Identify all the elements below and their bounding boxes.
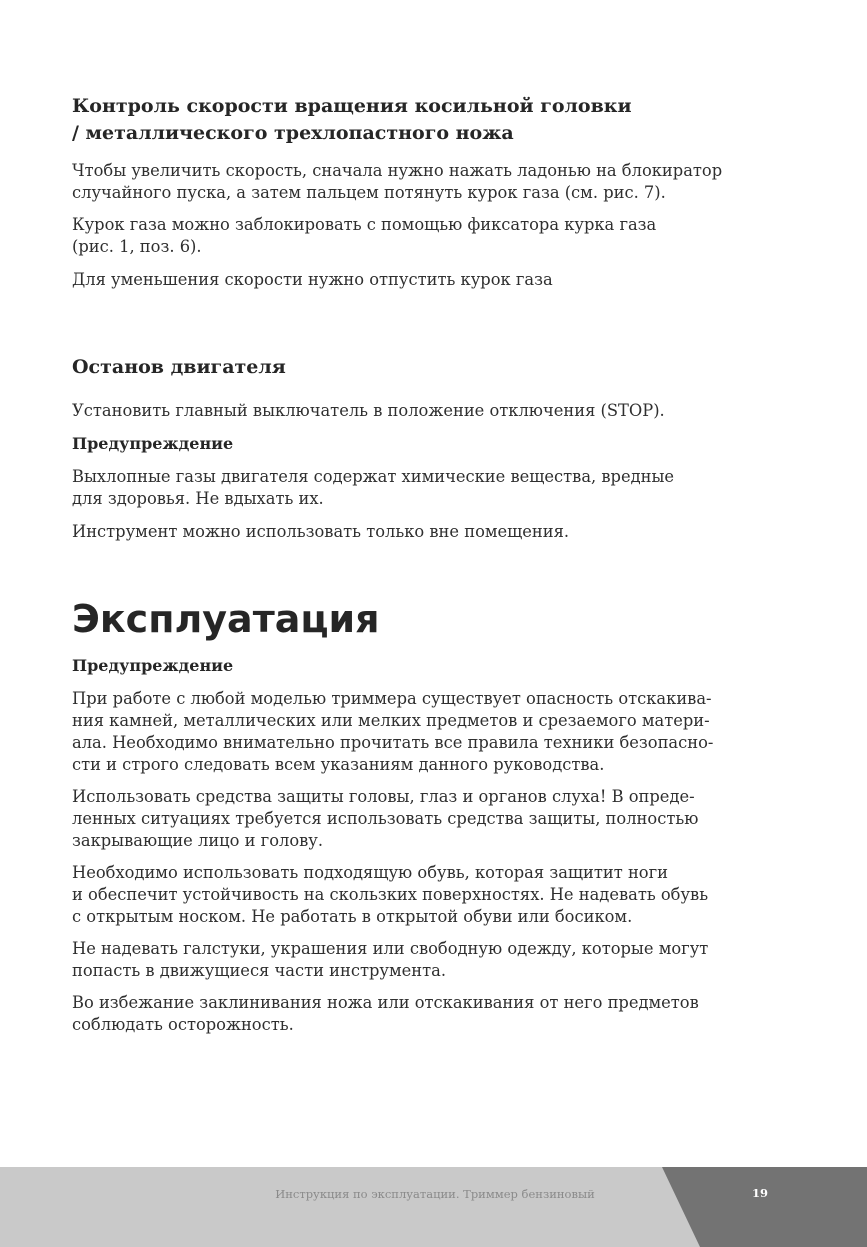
paragraph: Инструмент можно использовать только вне помещения. (72, 522, 570, 541)
page-number: 19 (751, 1186, 768, 1200)
paragraph: Во избежание заклинивания ножа или отскакивания от него предметов соблюдать осторожность. (72, 993, 699, 1034)
footer-text: Инструкция по эксплуатации. Триммер бензиновый (275, 1187, 595, 1201)
warning-label: Предупреждение (72, 656, 234, 675)
section-title-engine-stop: Останов двигателя (72, 356, 286, 378)
paragraph: Выхлопные газы двигателя содержат химические вещества, вредные для здоровья. Не вдыхать их. (72, 467, 675, 508)
paragraph: Для уменьшения скорости нужно отпустить курок газа (72, 270, 553, 289)
page-footer (0, 1167, 867, 1247)
paragraph: Установить главный выключатель в положение отключения (STOP). (72, 401, 665, 420)
paragraph: Чтобы увеличить скорость, сначала нужно нажать ладонью на блокиратор случайного пуска, а затем пальцем потянуть курок газа (см. рис. 7). (72, 161, 723, 202)
paragraph: Не надевать галстуки, украшения или свободную одежду, которые могут попасть в движущиеся части инструмента. (72, 939, 709, 980)
paragraph: Использовать средства защиты головы, глаз и органов слуха! В опреде- ленных ситуациях требуется использовать средства защиты, полностью закрывающие лицо и голову. (72, 787, 699, 850)
chapter-title-operation: Эксплуатация (72, 597, 380, 641)
paragraph: Курок газа можно заблокировать с помощью фиксатора курка газа (рис. 1, поз. 6). (72, 215, 657, 256)
paragraph: При работе с любой моделью триммера существует опасность отскакива- ния камней, металлических или мелких предметов и срезаемого матери- ала. Необходимо внимательно прочитать все правила техники безопасно- сти и строго следовать всем указаниям данного руководства. (72, 689, 714, 774)
section-title-speed-control: Контроль скорости вращения косильной головки / металлического трехлопастного ножа (72, 95, 632, 144)
warning-label: Предупреждение (72, 434, 234, 453)
paragraph: Необходимо использовать подходящую обувь, которая защитит ноги и обеспечит устойчивость на скользких поверхностях. Не надевать обувь с открытым носком. Не работать в открытой обуви или босиком. (72, 863, 709, 926)
